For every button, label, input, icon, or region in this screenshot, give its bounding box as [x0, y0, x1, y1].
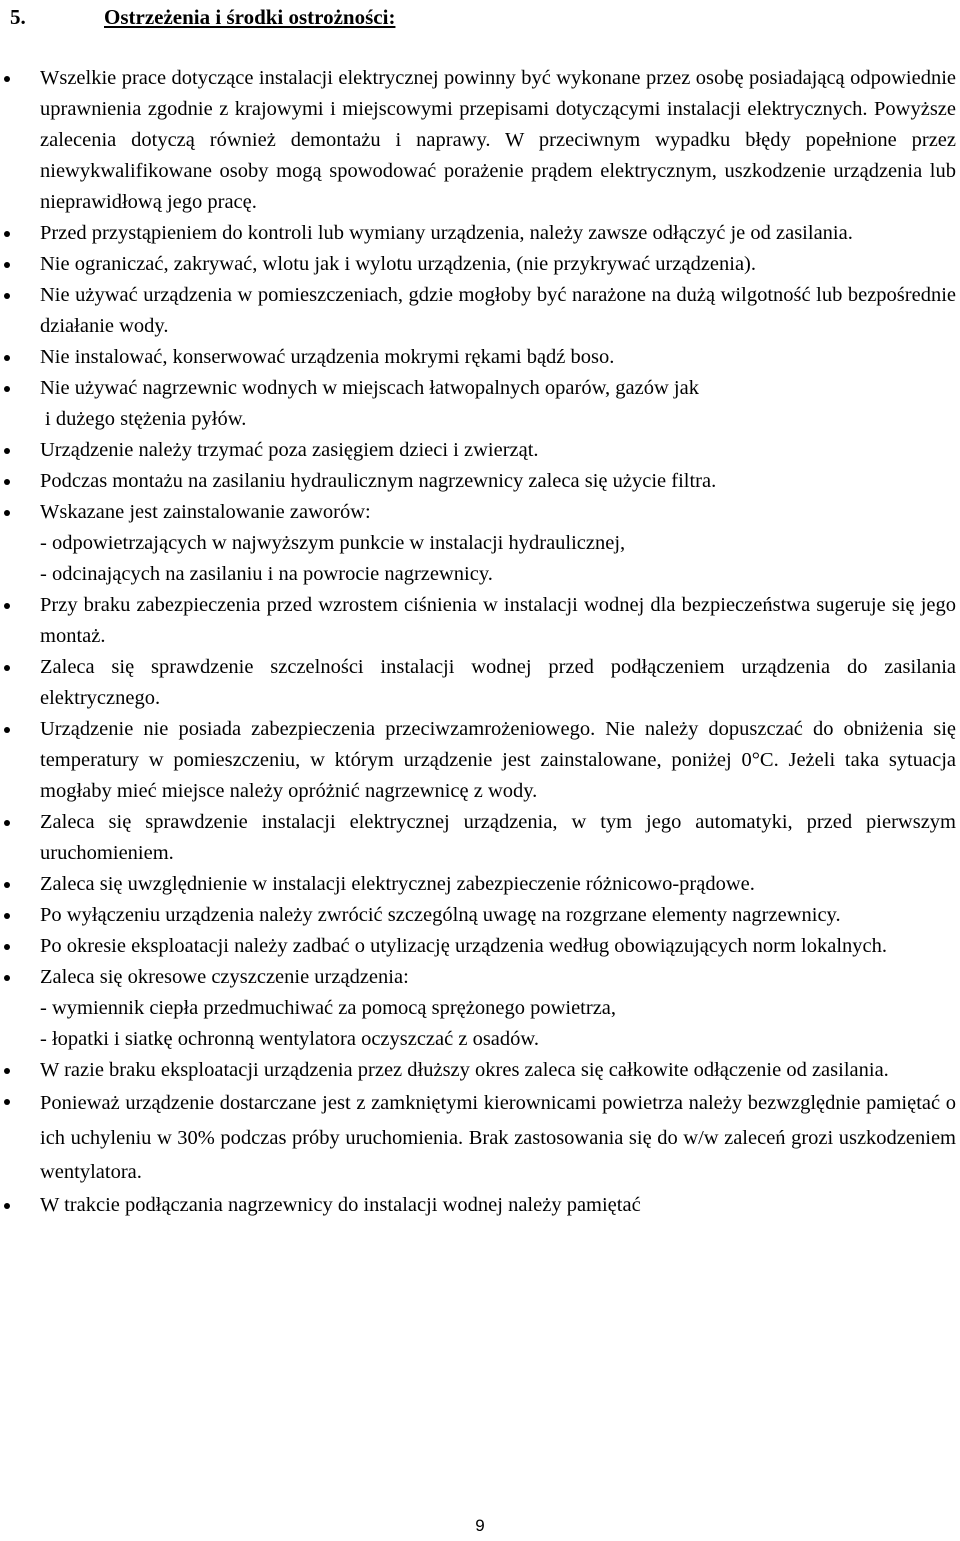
list-item-text: Po wyłączeniu urządzenia należy zwrócić szczególną uwagę na rozgrzane elementy nagrzewnicy.	[40, 904, 841, 926]
list-item-text: Urządzenie należy trzymać poza zasięgiem dzieci i zwierząt.	[40, 439, 539, 461]
bullet-icon	[4, 882, 10, 888]
list-item	[0, 249, 960, 280]
list-item-text: Podczas montażu na zasilaniu hydraulicznym nagrzewnicy zaleca się użycie filtra.	[40, 470, 717, 492]
list-item	[0, 280, 960, 342]
list-item	[0, 373, 960, 435]
bullet-icon	[4, 944, 10, 950]
list-item-text: Urządzenie nie posiada zabezpieczenia przeciwzamrożeniowego. Nie należy dopuszczać do obniżenia się temperatury w pomieszczeniu, w którym urządzenie jest zainstalowane, poniżej 0°C. Jeżeli taka sytuacja mogłaby mieć miejsce należy opróżnić nagrzewnicę z wody.	[40, 718, 956, 802]
list-item-text: W razie braku eksploatacji urządzenia przez dłuższy okres zaleca się całkowite odłączenie od zasilania.	[40, 1059, 889, 1081]
bullet-icon	[4, 479, 10, 485]
bullet-icon	[4, 386, 10, 392]
list-item	[0, 466, 960, 497]
list-item-line: Zaleca się okresowe czyszczenie urządzenia:	[40, 966, 409, 988]
bullet-icon	[4, 1203, 10, 1209]
list-item	[0, 714, 960, 807]
bullet-icon	[4, 76, 10, 82]
list-item-text: Ponieważ urządzenie dostarczane jest z zamkniętymi kierownicami powietrza należy bezwzględnie pamiętać o ich uchyleniu w 30% podczas próby uruchomienia. Brak zastosowania się do w/w zaleceń grozi uszkodzeniem wentylatora.	[40, 1092, 956, 1183]
list-item-line: - odcinających na zasilaniu i na powrocie nagrzewnicy.	[40, 563, 493, 585]
bullet-icon	[4, 262, 10, 268]
list-item-line: - odpowietrzających w najwyższym punkcie w instalacji hydraulicznej,	[40, 532, 626, 554]
list-item-line: Nie używać nagrzewnic wodnych w miejscach łatwopalnych oparów, gazów jak	[40, 377, 699, 399]
page-number: 9	[475, 1516, 485, 1535]
list-item	[0, 869, 960, 900]
list-item	[0, 1086, 960, 1190]
bullet-icon	[4, 231, 10, 237]
bullet-icon	[4, 603, 10, 609]
section-number: 5.	[10, 5, 26, 29]
bullet-icon	[4, 510, 10, 516]
list-item	[0, 807, 960, 869]
precautions-list	[0, 63, 960, 1221]
list-item-text: Zaleca się sprawdzenie szczelności instalacji wodnej przed podłączeniem urządzenia do zasilania elektrycznego.	[40, 656, 956, 709]
list-item-text: Przy braku zabezpieczenia przed wzrostem ciśnienia w instalacji wodnej dla bezpieczeństwa sugeruje się jego montaż.	[40, 594, 956, 647]
section-heading	[10, 2, 395, 32]
bullet-icon	[4, 913, 10, 919]
bullet-icon	[4, 820, 10, 826]
bullet-icon	[4, 665, 10, 671]
section-title: Ostrzeżenia i środki ostrożności:	[104, 5, 396, 29]
list-item-text: Nie instalować, konserwować urządzenia mokrymi rękami bądź boso.	[40, 346, 615, 368]
list-item-line: Wskazane jest zainstalowanie zaworów:	[40, 501, 371, 523]
bullet-icon	[4, 448, 10, 454]
bullet-icon	[4, 1099, 10, 1105]
list-item	[0, 63, 960, 218]
list-item	[0, 931, 960, 962]
bullet-icon	[4, 355, 10, 361]
list-item-text: W trakcie podłączania nagrzewnicy do instalacji wodnej należy pamiętać	[40, 1193, 641, 1216]
list-item-text: Zaleca się uwzględnienie w instalacji elektrycznej zabezpieczenie różnicowo-prądowe.	[40, 873, 755, 895]
list-item-text: Przed przystąpieniem do kontroli lub wymiany urządzenia, należy zawsze odłączyć je od zasilania.	[40, 222, 853, 244]
list-item-text: Wszelkie prace dotyczące instalacji elektrycznej powinny być wykonane przez osobę posiadającą odpowiednie uprawnienia zgodnie z krajowymi i miejscowymi przepisami dotyczącymi instalacji elektrycznych. Powyższe zalecenia dotyczą również demontażu i naprawy. W przeciwnym wypadku błędy popełnione przez niewykwalifikowane osoby mogą spowodować porażenie prądem elektrycznym, uszkodzenie urządzenia lub nieprawidłową jego pracę.	[40, 67, 956, 213]
list-item	[0, 900, 960, 931]
list-item-text: Nie używać urządzenia w pomieszczeniach, gdzie mogłoby być narażone na dużą wilgotność lub bezpośrednie działanie wody.	[40, 284, 956, 337]
bullet-icon	[4, 1068, 10, 1074]
list-item	[0, 435, 960, 466]
list-item	[0, 342, 960, 373]
list-item	[0, 590, 960, 652]
list-item-line: i dużego stężenia pyłów.	[45, 408, 247, 430]
list-item	[0, 218, 960, 249]
bullet-icon	[4, 975, 10, 981]
list-item-text: Nie ograniczać, zakrywać, wlotu jak i wylotu urządzenia, (nie przykrywać urządzenia).	[40, 253, 757, 275]
list-item	[0, 1190, 960, 1221]
bullet-icon	[4, 293, 10, 299]
list-item	[0, 962, 960, 1055]
bullet-icon	[4, 727, 10, 733]
list-item	[0, 497, 960, 590]
list-item-line: - łopatki i siatkę ochronną wentylatora oczyszczać z osadów.	[40, 1028, 540, 1050]
list-item	[0, 1055, 960, 1086]
list-item	[0, 652, 960, 714]
list-item-text: Zaleca się sprawdzenie instalacji elektrycznej urządzenia, w tym jego automatyki, przed pierwszym uruchomieniem.	[40, 811, 956, 864]
list-item-line: - wymiennik ciepła przedmuchiwać za pomocą sprężonego powietrza,	[40, 997, 617, 1019]
list-item-text: Po okresie eksploatacji należy zadbać o utylizację urządzenia według obowiązujących norm lokalnych.	[40, 935, 887, 957]
